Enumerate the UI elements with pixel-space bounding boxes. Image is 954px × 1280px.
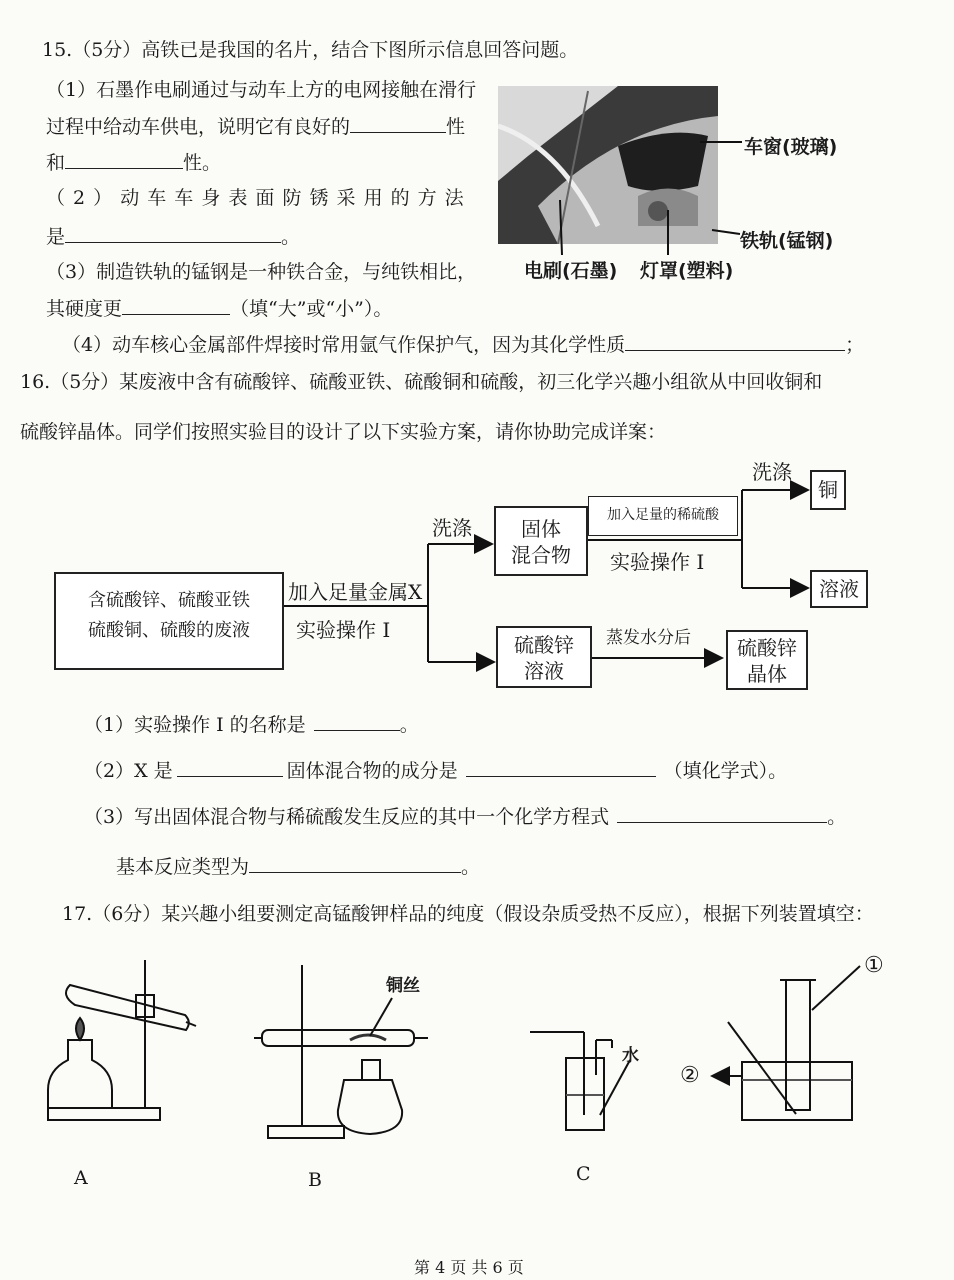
q16-answer-1: （1）实验操作 I 的名称是 。 <box>84 714 419 736</box>
label-lamp: 灯罩(塑料) <box>640 260 734 282</box>
label-add-metal: 加入足量金属X <box>288 580 423 604</box>
q15-part2-line2: 是 。 <box>46 226 301 248</box>
q15-part3-line2: 其硬度更 （填“大”或“小”）。 <box>46 298 393 320</box>
label-wash-1: 洗涤 <box>432 516 472 540</box>
label-apparatus-c: C <box>576 1163 591 1185</box>
q15-part3-line1: （3）制造铁轨的锰钢是一种铁合金，与纯铁相比， <box>46 261 477 283</box>
q15-stem: 15.（5分）高铁已是我国的名片，结合下图所示信息回答问题。 <box>42 39 579 61</box>
label-rail: 铁轨(锰钢) <box>740 230 834 252</box>
label-apparatus-a: A <box>74 1167 88 1189</box>
label-window: 车窗(玻璃) <box>744 136 838 158</box>
page-footer: 第 4 页 共 6 页 <box>414 1258 524 1277</box>
apparatus-a <box>48 960 196 1120</box>
label-apparatus-b: B <box>308 1169 322 1191</box>
label-wash-2: 洗涤 <box>752 460 792 484</box>
q16-stem-line1: 16.（5分）某废液中含有硫酸锌、硫酸亚铁、硫酸铜和硫酸，初三化学兴趣小组欲从中回收铜和 <box>20 371 823 393</box>
solution-box: 溶液 <box>810 570 868 608</box>
add-acid-box: 加入足量的稀硫酸 <box>588 496 738 536</box>
q16-stem-line2: 硫酸锌晶体。同学们按照实验目的设计了以下实验方案，请你协助完成详案： <box>20 421 667 443</box>
q16-answer-4: 基本反应类型为 。 <box>116 856 481 878</box>
marker-2: ② <box>680 1063 700 1088</box>
q15-part1-line3: 和 性。 <box>46 152 222 174</box>
q17-stem: 17.（6分）某兴趣小组要测定高锰酸钾样品的纯度（假设杂质受热不反应），根据下列装置填空： <box>62 903 874 925</box>
q15-part1-line1: （1）石墨作电刷通过与动车上方的电网接触在滑行 <box>46 79 477 101</box>
znso4-crystal-box: 硫酸锌 晶体 <box>726 630 808 690</box>
label-operation-1b: 实验操作 I <box>610 550 705 574</box>
znso4-solution-box: 硫酸锌 溶液 <box>496 626 592 688</box>
solid-mixture-box: 固体 混合物 <box>494 506 588 576</box>
marker-1: ① <box>864 953 884 978</box>
q15-part1-line2: 过程中给动车供电，说明它有良好的 性 <box>46 116 466 138</box>
label-copper-wire: 铜丝 <box>386 976 420 996</box>
copper-box: 铜 <box>810 470 846 510</box>
apparatus-c <box>530 1032 630 1130</box>
label-evaporate: 蒸发水分后 <box>606 628 691 648</box>
label-brush: 电刷(石墨) <box>524 260 618 282</box>
q16-answer-2: （2）X 是 固体混合物的成分是 （填化学式）。 <box>84 760 788 782</box>
q15-part2-line1: （ 2 ） 动 车 车 身 表 面 防 锈 采 用 的 方 法 <box>46 187 465 209</box>
q15-part4: （4）动车核心金属部件焊接时常用氩气作保护气，因为其化学性质 ； <box>62 334 865 356</box>
q16-answer-3: （3）写出固体混合物与稀硫酸发生反应的其中一个化学方程式 。 <box>84 806 847 828</box>
apparatus-d <box>712 966 860 1120</box>
label-water: 水 <box>622 1046 639 1066</box>
waste-liquid-box: 含硫酸锌、硫酸亚铁 硫酸铜、硫酸的废液 <box>54 572 284 670</box>
label-operation-1: 实验操作 I <box>296 618 391 642</box>
